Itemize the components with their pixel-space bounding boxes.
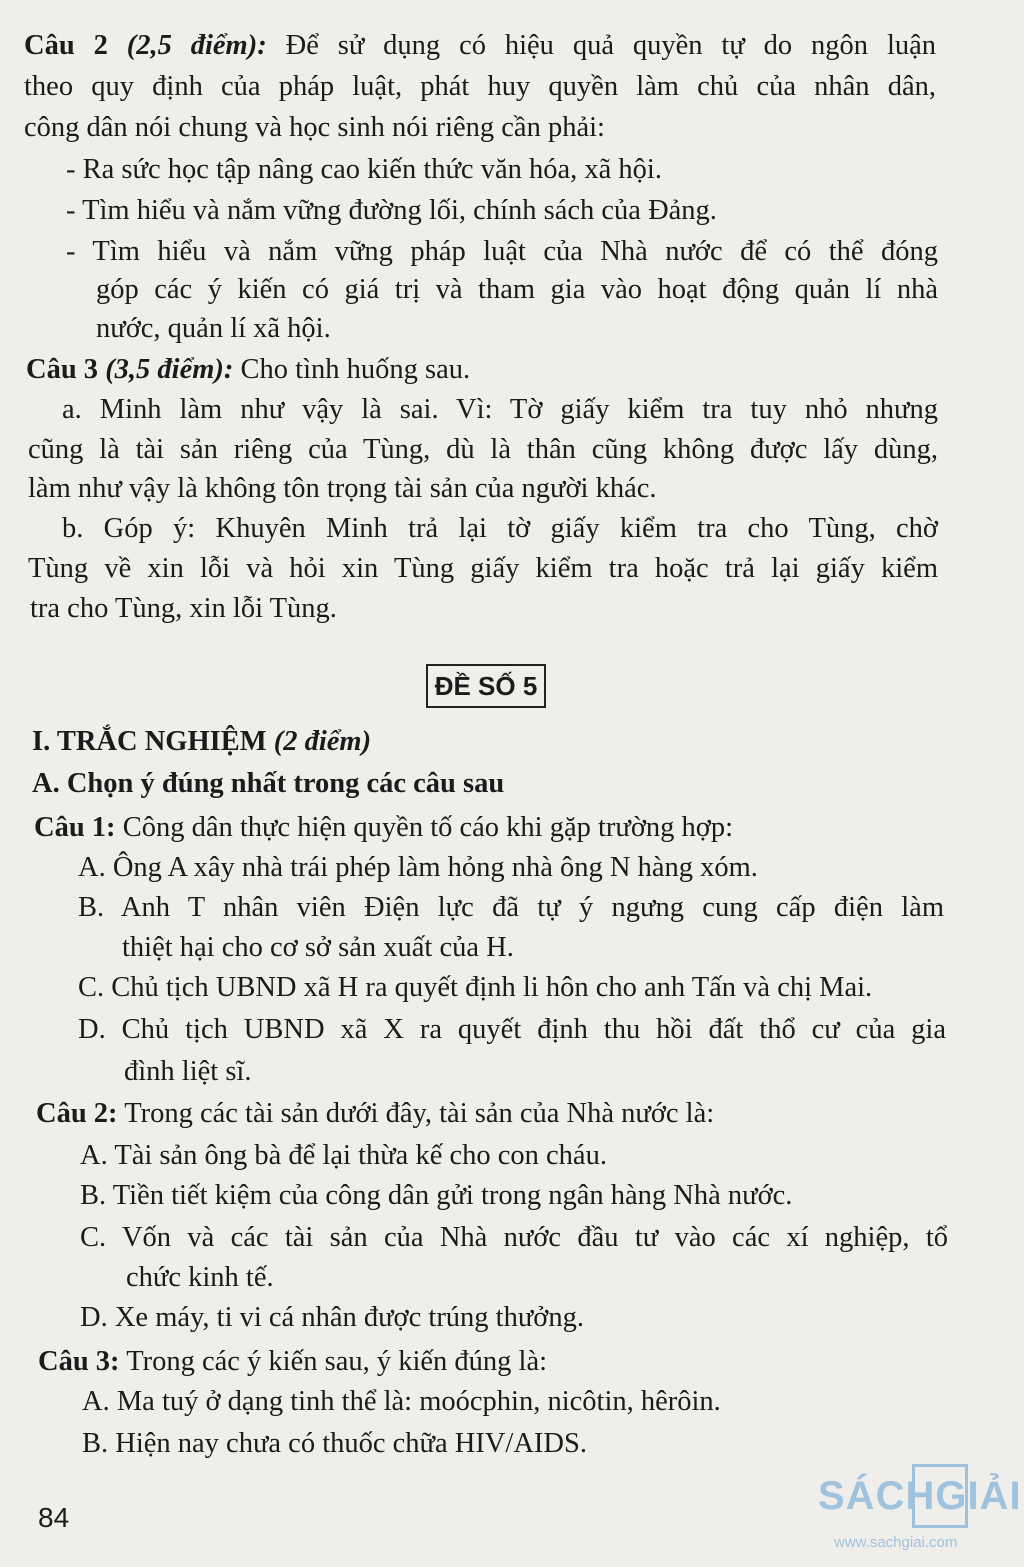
cau3-line: a. Minh làm như vậy là sai. Vì: Tờ giấy kiểm tra tuy nhỏ nhưng [62,394,938,425]
answer-option: A. Tài sản ông bà để lại thừa kế cho con cháu. [80,1140,607,1171]
cau3-line: b. Góp ý: Khuyên Minh trả lại tờ giấy kiểm tra cho Tùng, chờ [62,513,938,544]
cau2-bullet-cont: góp các ý kiến có giá trị và tham gia vào hoạt động quản lí nhà [96,274,938,305]
cau3-points: (3,5 điểm): [105,354,234,385]
question-text: Trong các ý kiến sau, ý kiến đúng là: [126,1346,548,1377]
question-1 [34,810,733,846]
watermark-brand: SÁCHGIẢI [818,1474,1022,1518]
cau3-line: làm như vậy là không tôn trọng tài sản của người khác. [28,473,657,504]
answer-option: D. Xe máy, ti vi cá nhân được trúng thưởng. [80,1302,584,1333]
cau2-bullet-cont: nước, quản lí xã hội. [96,313,331,344]
cau2-points: (2,5 điểm): [126,30,267,61]
watermark-logo [818,1462,1024,1562]
answer-option: B. Tiền tiết kiệm của công dân gửi trong ngân hàng Nhà nước. [80,1180,793,1211]
question-2 [36,1096,714,1132]
cau3-line: cũng là tài sản riêng của Tùng, dù là thân cũng không được lấy dùng, [28,434,938,465]
cau2-line: công dân nói chung và học sinh nói riêng cần phải: [24,112,605,143]
cau3-label: Câu 3 [26,354,99,385]
cau2-header [24,28,936,64]
answer-option-cont: chức kinh tế. [126,1262,274,1293]
section-heading [32,724,371,760]
question-text: Công dân thực hiện quyền tố cáo khi gặp trường hợp: [122,812,734,843]
page-number: 84 [38,1502,70,1533]
answer-option-cont: đình liệt sĩ. [124,1056,252,1087]
cau2-bullet: - Tìm hiểu và nắm vững đường lối, chính sách của Đảng. [66,195,717,226]
answer-option: C. Chủ tịch UBND xã H ra quyết định li hôn cho anh Tấn và chị Mai. [78,972,873,1003]
question-text: Trong các tài sản dưới đây, tài sản của Nhà nước là: [124,1098,715,1129]
answer-option: C. Vốn và các tài sản của Nhà nước đầu tư vào các xí nghiệp, tổ [80,1222,948,1253]
cau3-text: Cho tình huống sau. [240,354,471,385]
answer-option: A. Ông A xây nhà trái phép làm hỏng nhà ông N hàng xóm. [78,852,758,883]
answer-option: B. Anh T nhân viên Điện lực đã tự ý ngưng cung cấp điện làm [78,892,944,923]
cau2-bullet: - Ra sức học tập nâng cao kiến thức văn hóa, xã hội. [66,154,662,185]
answer-option: A. Ma tuý ở dạng tinh thể là: moócphin, nicôtin, hêrôin. [82,1386,721,1417]
cau2-label: Câu 2 [24,30,108,61]
question-label: Câu 2: [36,1098,118,1129]
cau2-bullet: - Tìm hiểu và nắm vững pháp luật của Nhà nước để có thể đóng [66,236,938,267]
answer-option-cont: thiệt hại cho cơ sở sản xuất của H. [122,932,514,963]
exam-title-box: ĐỀ SỐ 5 [426,664,546,708]
answer-option: D. Chủ tịch UBND xã X ra quyết định thu hồi đất thổ cư của gia [78,1014,946,1045]
question-label: Câu 3: [38,1346,120,1377]
cau2-text: Để sử dụng có hiệu quả quyền tự do ngôn luận [285,30,937,61]
answer-option: B. Hiện nay chưa có thuốc chữa HIV/AIDS. [82,1428,587,1459]
section-title: I. TRẮC NGHIỆM [32,726,267,757]
question-label: Câu 1: [34,812,116,843]
cau3-line: Tùng về xin lỗi và hỏi xin Tùng giấy kiểm tra hoặc trả lại giấy kiểm [28,553,938,584]
subsection-heading: A. Chọn ý đúng nhất trong các câu sau [32,768,505,799]
cau3-header [26,352,470,388]
cau2-line: theo quy định của pháp luật, phát huy quyền làm chủ của nhân dân, [24,71,936,102]
section-points: (2 điểm) [273,726,372,757]
cau3-line: tra cho Tùng, xin lỗi Tùng. [30,593,337,624]
question-3 [38,1344,547,1380]
watermark-url: www.sachgiai.com [834,1534,958,1551]
